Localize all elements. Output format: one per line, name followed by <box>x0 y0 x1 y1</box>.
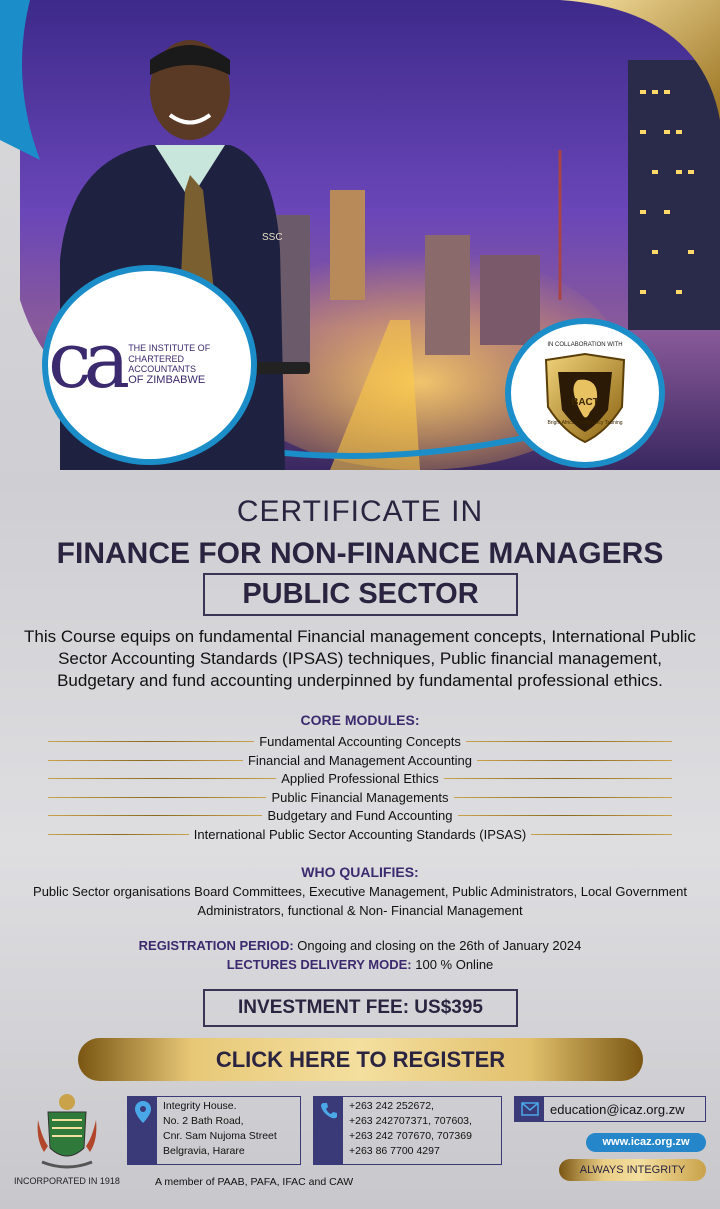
module-label: Budgetary and Fund Accounting <box>267 807 453 823</box>
email-link[interactable]: education@icaz.org.zw <box>550 1101 685 1117</box>
who-qualifies-text: Public Sector organisations Board Committees, Executive Management, Public Administrators, Local Government Administrators, functional & Non- Financial Management <box>33 884 687 918</box>
registration-period <box>0 938 720 953</box>
address-card <box>127 1096 301 1165</box>
icaz-logo-line3: OF ZIMBABWE <box>128 374 206 387</box>
delivery-mode <box>0 957 720 972</box>
address-line: Integrity House. <box>163 1100 237 1112</box>
certificate-label: CERTIFICATE IN <box>236 495 484 528</box>
core-modules-heading: CORE MODULES: <box>300 712 420 728</box>
phone-line[interactable]: +263 242707371, 707603, <box>349 1115 472 1127</box>
registration-period-label: REGISTRATION PERIOD: <box>138 938 294 953</box>
module-item <box>48 751 672 769</box>
location-pin-icon <box>128 1097 157 1164</box>
module-label: Financial and Management Accounting <box>247 752 473 768</box>
ca-monogram: ca <box>48 316 123 406</box>
delivery-mode-label: LECTURES DELIVERY MODE: <box>226 957 412 972</box>
phone-icon <box>314 1097 343 1164</box>
icaz-logo <box>42 265 257 465</box>
address-line: Belgravia, Harare <box>163 1145 245 1157</box>
register-button[interactable]: CLICK HERE TO REGISTER <box>78 1038 643 1081</box>
module-item <box>48 769 672 787</box>
bact-logo <box>505 318 665 468</box>
address-text <box>157 1097 277 1164</box>
membership-text: A member of PAAB, PAFA, IFAC and CAW <box>155 1176 354 1188</box>
delivery-mode-value: 100 % Online <box>411 957 494 972</box>
module-label: Applied Professional Ethics <box>281 770 439 786</box>
icaz-logo-line1: THE INSTITUTE OF <box>128 343 211 354</box>
motto-badge: ALWAYS INTEGRITY <box>559 1159 706 1181</box>
phone-numbers <box>343 1097 472 1164</box>
collaboration-label: IN COLLABORATION WITH <box>547 342 623 348</box>
building-sign: SSC <box>262 232 283 243</box>
module-item <box>48 732 672 750</box>
website-link[interactable]: www.icaz.org.zw <box>586 1133 706 1152</box>
phone-line[interactable]: +263 86 7700 4297 <box>349 1145 440 1157</box>
module-label: Public Financial Managements <box>271 789 449 805</box>
bact-name: BACT <box>571 397 599 408</box>
phone-card <box>313 1096 502 1165</box>
icaz-logo-line2: CHARTERED ACCOUNTANTS <box>128 353 197 374</box>
module-item <box>48 825 672 843</box>
coat-of-arms-icon <box>34 1090 100 1174</box>
bact-subtitle: Bright Africa Consultancy Training <box>547 420 623 426</box>
sector-badge: PUBLIC SECTOR <box>203 573 518 616</box>
address-line: Cnr. Sam Nujoma Street <box>163 1130 277 1142</box>
registration-period-value: Ongoing and closing on the 26th of January 2024 <box>293 938 582 953</box>
course-intro: This Course equips on fundamental Financial management concepts, International Public Sector Accounting Standards (IPSAS) techniques, Public financial management, Budgetary and fund accounting underpinned by fundamental professional ethics. <box>24 627 696 690</box>
email-card <box>514 1096 706 1122</box>
module-item <box>48 788 672 806</box>
module-label: International Public Sector Accounting Standards (IPSAS) <box>193 826 527 842</box>
phone-line[interactable]: +263 242 707670, 707369 <box>349 1130 472 1142</box>
email-icon <box>515 1097 544 1121</box>
module-label: Fundamental Accounting Concepts <box>259 733 461 749</box>
incorporated-text: INCORPORATED IN 1918 <box>14 1176 120 1186</box>
module-item <box>48 806 672 824</box>
hero-banner <box>0 0 720 470</box>
course-title: FINANCE FOR NON-FINANCE MANAGERS <box>56 537 664 570</box>
address-line: No. 2 Bath Road, <box>163 1115 244 1127</box>
who-qualifies-heading: WHO QUALIFIES: <box>301 864 419 880</box>
investment-fee: INVESTMENT FEE: US$395 <box>203 989 518 1027</box>
icaz-logo-text <box>128 343 251 387</box>
phone-line[interactable]: +263 242 252672, <box>349 1100 434 1112</box>
